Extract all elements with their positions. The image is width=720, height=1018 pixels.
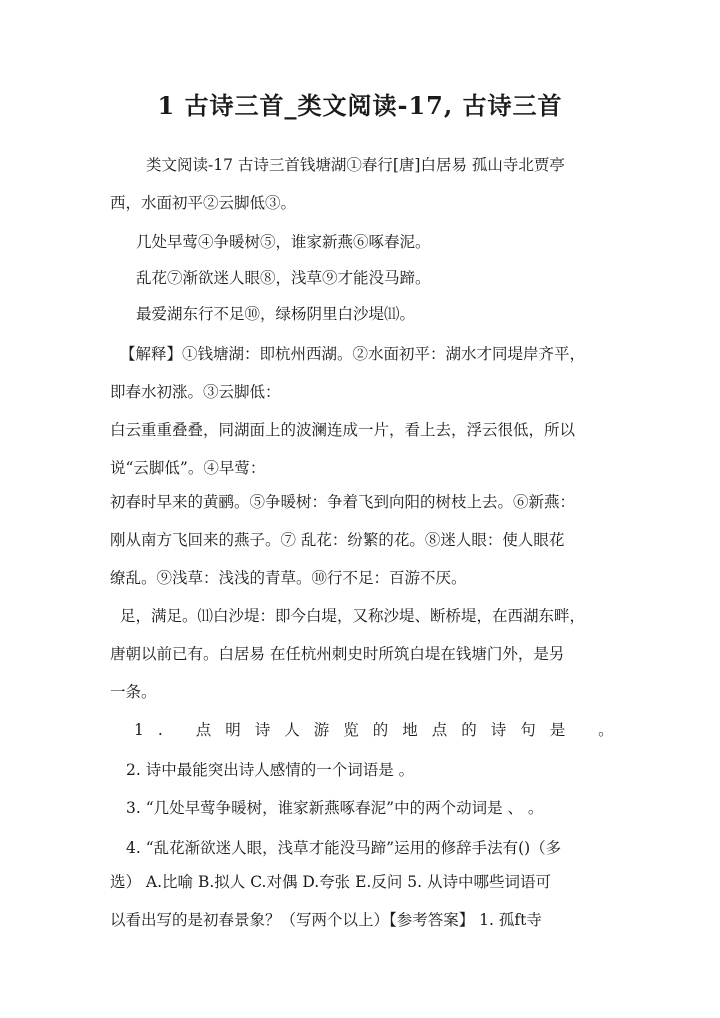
text-line: 乱花⑦渐欲迷人眼⑧，浅草⑨才能没马蹄。 <box>136 269 431 287</box>
text-line: 白云重重叠叠，同湖面上的波澜连成一片，看上去，浮云很低，所以 <box>110 421 576 439</box>
question-1: 1. 点明诗人游览的地点的诗句是 。 <box>134 721 628 739</box>
text-line: 刚从南方飞回来的燕子。⑦ 乱花：纷繁的花。⑧迷人眼：使人眼花 <box>110 531 565 549</box>
text-line: 类文阅读-17 古诗三首钱塘湖①春行[唐]白居易 孤山寺北贾亭 <box>146 156 565 174</box>
question-4-options: 选） A.比喻 B.拟人 C.对偶 D.夸张 E.反问 5. 从诗中哪些词语可 <box>110 873 551 891</box>
question-4: 4. “乱花渐欲迷人眼，浅草才能没马蹄”运用的修辞手法有()（多 <box>126 839 562 857</box>
question-3: 3. “几处早莺争暖树，谁家新燕啄春泥”中的两个动词是 、 。 <box>126 799 544 817</box>
text-line: 一条。 <box>110 683 157 701</box>
page-title: 1 古诗三首_类文阅读-17, 古诗三首 <box>157 91 563 120</box>
text-line: 初春时早来的黄鹂。⑤争暖树：争着飞到向阳的树枝上去。⑥新燕： <box>110 493 576 511</box>
text-line: 缭乱。⑨浅草：浅浅的青草。⑩行不足：百游不厌。 <box>110 569 467 587</box>
text-line: 说“云脚低”。④早莺： <box>110 459 266 477</box>
text-line: 唐朝以前已有。白居易 在任杭州刺史时所筑白堤在钱塘门外，是另 <box>110 645 565 663</box>
text-line: 西，水面初平②云脚低③。 <box>110 194 297 212</box>
text-line: 即春水初涨。③云脚低： <box>110 383 281 401</box>
text-line: 最爱湖东行不足⑩，绿杨阴里白沙堤⑾。 <box>136 305 416 323</box>
answer-line: 以看出写的是初春景象？（写两个以上）【参考答案】 1. 孤ft寺 <box>110 911 542 929</box>
text-line: 【解释】①钱塘湖：即杭州西湖。②水面初平：湖水才同堤岸齐平， <box>120 345 586 363</box>
text-line: 足，满足。⑾白沙堤：即今白堤，又称沙堤、断桥堤，在西湖东畔， <box>120 607 586 625</box>
text-line: 几处早莺④争暖树⑤，谁家新燕⑥啄春泥。 <box>136 233 431 251</box>
question-2: 2. 诗中最能突出诗人感情的一个词语是 。 <box>126 761 415 779</box>
